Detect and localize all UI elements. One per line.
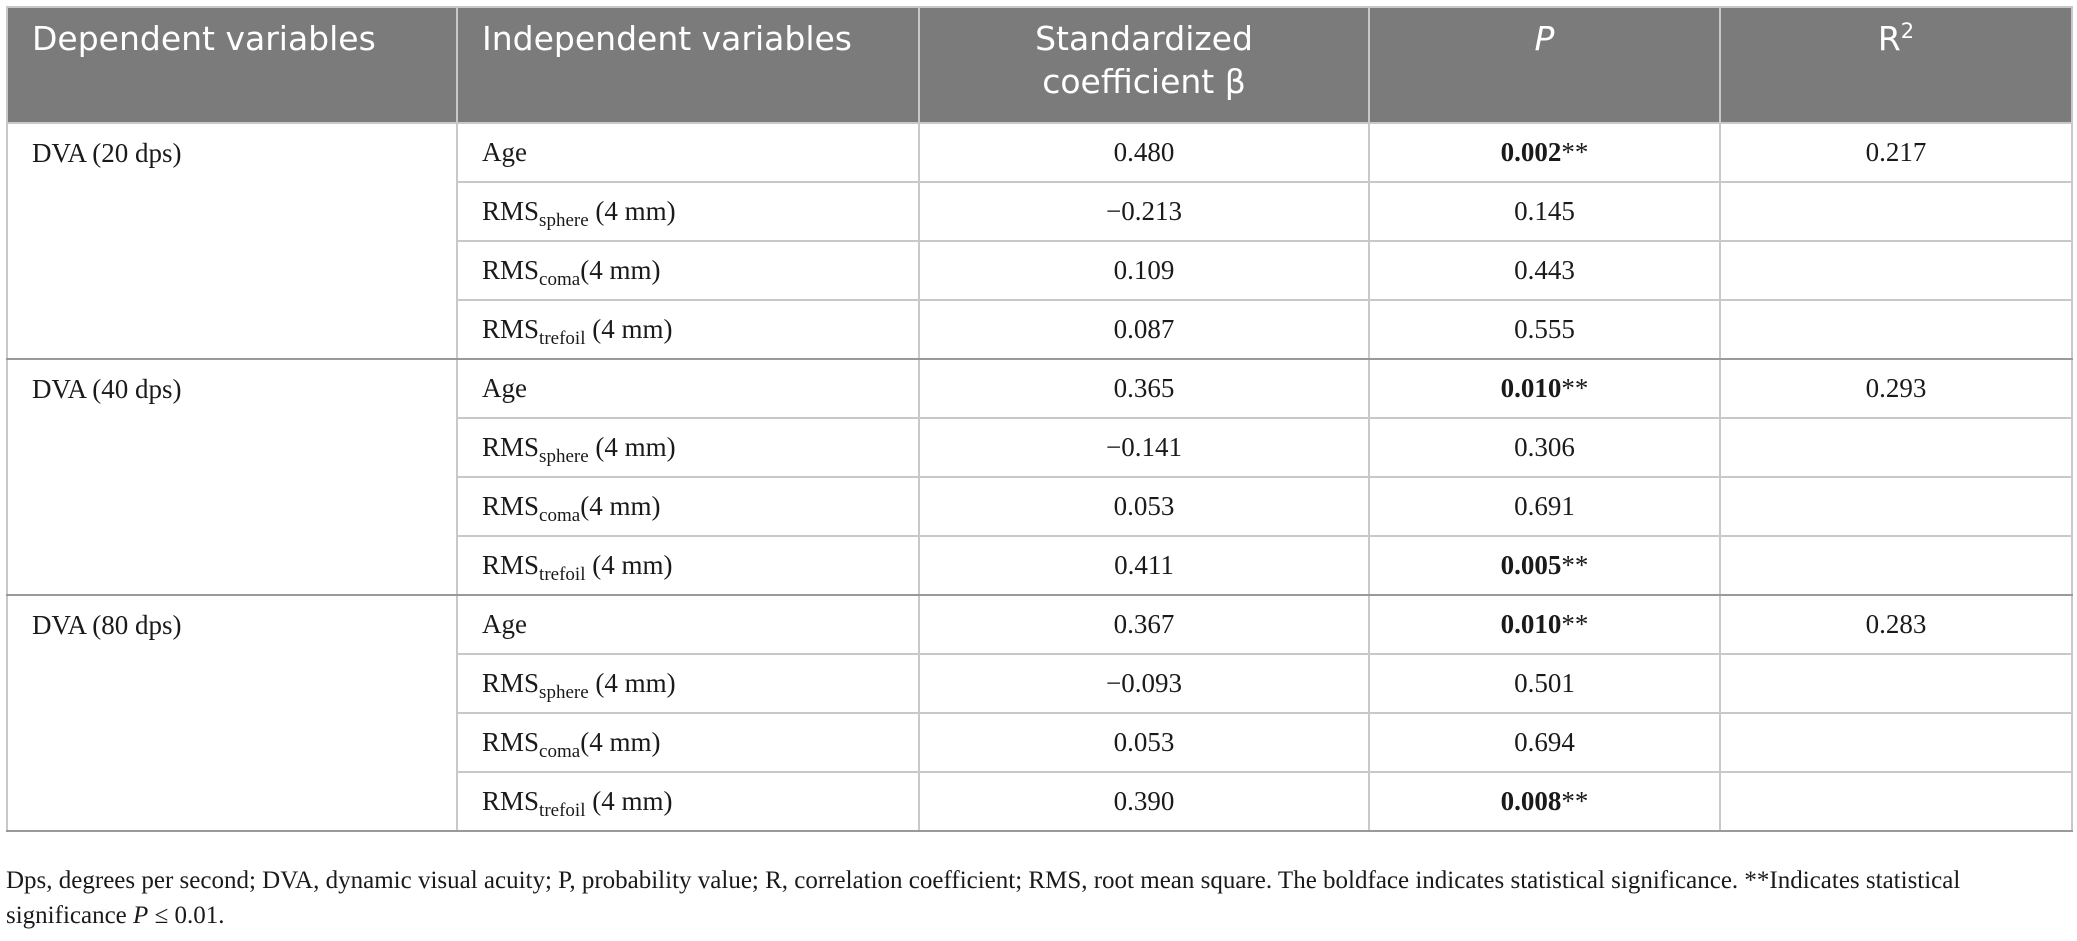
- independent-variable-cell: [457, 536, 919, 595]
- beta-cell: 0.480: [919, 123, 1369, 182]
- r-squared-cell: [1720, 536, 2072, 595]
- independent-variable-cell: [457, 300, 919, 359]
- p-value-cell: [1369, 654, 1720, 713]
- p-value-cell: [1369, 595, 1720, 654]
- variable-label: RMS: [482, 786, 540, 816]
- p-value: 0.555: [1514, 314, 1575, 344]
- beta-cell: 0.053: [919, 477, 1369, 536]
- header-r-base: R: [1877, 19, 1901, 58]
- significance-stars: **: [1561, 786, 1589, 816]
- variable-diameter: (4 mm): [580, 727, 661, 757]
- r-squared-cell: [1720, 182, 2072, 241]
- p-value-cell: [1369, 772, 1720, 831]
- header-dependent-variables: Dependent variables: [7, 7, 457, 123]
- header-beta-line1: Standardized: [1035, 19, 1253, 58]
- variable-diameter: (4 mm): [588, 668, 676, 698]
- table-body: [7, 123, 2072, 831]
- p-value: 0.501: [1514, 668, 1575, 698]
- variable-label: RMS: [482, 668, 540, 698]
- table-row: [7, 595, 2072, 654]
- p-value-cell: [1369, 359, 1720, 418]
- header-standardized-coefficient: [919, 7, 1369, 123]
- variable-diameter: (4 mm): [585, 786, 673, 816]
- r-squared-cell: [1720, 300, 2072, 359]
- independent-variable-cell: [457, 418, 919, 477]
- variable-label: RMS: [482, 255, 540, 285]
- r-squared-cell: 0.283: [1720, 595, 2072, 654]
- footnote-text: Dps, degrees per second; DVA, dynamic visual acuity; P, probability value; R, correlation coefficient; RMS, root mean square. The boldface indicates statistical significance. **Indicates statistical significance: [6, 867, 1961, 929]
- variable-label: Age: [482, 373, 527, 403]
- independent-variable-cell: [457, 123, 919, 182]
- beta-cell: −0.093: [919, 654, 1369, 713]
- beta-cell: 0.411: [919, 536, 1369, 595]
- r-squared-cell: [1720, 477, 2072, 536]
- header-p-value: P: [1369, 7, 1720, 123]
- independent-variable-cell: [457, 654, 919, 713]
- p-value-cell: [1369, 536, 1720, 595]
- variable-label: RMS: [482, 314, 540, 344]
- p-value-cell: [1369, 300, 1720, 359]
- variable-label: RMS: [482, 432, 540, 462]
- variable-diameter: (4 mm): [588, 196, 676, 226]
- variable-subscript: coma: [539, 505, 581, 526]
- p-value: 0.443: [1514, 255, 1575, 285]
- p-value-significant: 0.002: [1500, 137, 1562, 167]
- regression-table: [6, 6, 2073, 832]
- header-r-squared: [1720, 7, 2072, 123]
- variable-diameter: (4 mm): [588, 432, 676, 462]
- independent-variable-cell: [457, 477, 919, 536]
- beta-cell: 0.109: [919, 241, 1369, 300]
- independent-variable-cell: [457, 241, 919, 300]
- variable-label: RMS: [482, 550, 540, 580]
- r-squared-cell: [1720, 713, 2072, 772]
- beta-cell: 0.367: [919, 595, 1369, 654]
- p-value: 0.306: [1514, 432, 1575, 462]
- variable-label: RMS: [482, 491, 540, 521]
- variable-diameter: (4 mm): [580, 491, 661, 521]
- r-squared-cell: 0.293: [1720, 359, 2072, 418]
- r-squared-cell: [1720, 654, 2072, 713]
- p-value-cell: [1369, 182, 1720, 241]
- beta-cell: −0.141: [919, 418, 1369, 477]
- variable-subscript: coma: [539, 741, 581, 762]
- variable-subscript: trefoil: [539, 564, 586, 585]
- p-value-cell: [1369, 477, 1720, 536]
- independent-variable-cell: [457, 772, 919, 831]
- variable-label: RMS: [482, 727, 540, 757]
- table-row: [7, 359, 2072, 418]
- header-independent-variables: Independent variables: [457, 7, 919, 123]
- r-squared-cell: [1720, 418, 2072, 477]
- variable-subscript: trefoil: [539, 328, 586, 349]
- header-r-sup: 2: [1900, 19, 1915, 43]
- p-value: 0.691: [1514, 491, 1575, 521]
- beta-cell: 0.390: [919, 772, 1369, 831]
- beta-cell: −0.213: [919, 182, 1369, 241]
- variable-label: Age: [482, 609, 527, 639]
- variable-subscript: trefoil: [539, 800, 586, 821]
- significance-stars: **: [1561, 373, 1589, 403]
- table-header: [7, 7, 2072, 123]
- r-squared-cell: [1720, 241, 2072, 300]
- beta-cell: 0.365: [919, 359, 1369, 418]
- p-value-cell: [1369, 241, 1720, 300]
- table-row: [7, 123, 2072, 182]
- p-value-cell: [1369, 123, 1720, 182]
- r-squared-cell: 0.217: [1720, 123, 2072, 182]
- variable-diameter: (4 mm): [585, 550, 673, 580]
- variable-subscript: sphere: [539, 682, 589, 703]
- dependent-variable-cell: DVA (80 dps): [7, 595, 457, 831]
- p-value-significant: 0.010: [1500, 373, 1562, 403]
- p-value-significant: 0.010: [1500, 609, 1562, 639]
- dependent-variable-cell: DVA (40 dps): [7, 359, 457, 595]
- p-value-significant: 0.008: [1500, 786, 1562, 816]
- p-value-significant: 0.005: [1500, 550, 1562, 580]
- variable-subscript: coma: [539, 269, 581, 290]
- beta-cell: 0.087: [919, 300, 1369, 359]
- independent-variable-cell: [457, 359, 919, 418]
- variable-label: RMS: [482, 196, 540, 226]
- r-squared-cell: [1720, 772, 2072, 831]
- beta-cell: 0.053: [919, 713, 1369, 772]
- regression-table-container: [6, 6, 2071, 832]
- variable-diameter: (4 mm): [580, 255, 661, 285]
- footnote-threshold: ≤ 0.01.: [148, 902, 225, 929]
- table-footnote: [6, 863, 2076, 933]
- independent-variable-cell: [457, 713, 919, 772]
- header-beta-line2: coefficient β: [1042, 61, 1246, 101]
- significance-stars: **: [1561, 609, 1589, 639]
- p-value: 0.145: [1514, 196, 1575, 226]
- significance-stars: **: [1561, 137, 1589, 167]
- p-value: 0.694: [1514, 727, 1575, 757]
- significance-stars: **: [1561, 550, 1589, 580]
- variable-diameter: (4 mm): [585, 314, 673, 344]
- variable-subscript: sphere: [539, 446, 589, 467]
- variable-subscript: sphere: [539, 210, 589, 231]
- variable-label: Age: [482, 137, 527, 167]
- p-value-cell: [1369, 713, 1720, 772]
- independent-variable-cell: [457, 595, 919, 654]
- dependent-variable-cell: DVA (20 dps): [7, 123, 457, 359]
- p-value-cell: [1369, 418, 1720, 477]
- header-row: [7, 7, 2072, 123]
- independent-variable-cell: [457, 182, 919, 241]
- footnote-p-symbol: P: [133, 902, 149, 929]
